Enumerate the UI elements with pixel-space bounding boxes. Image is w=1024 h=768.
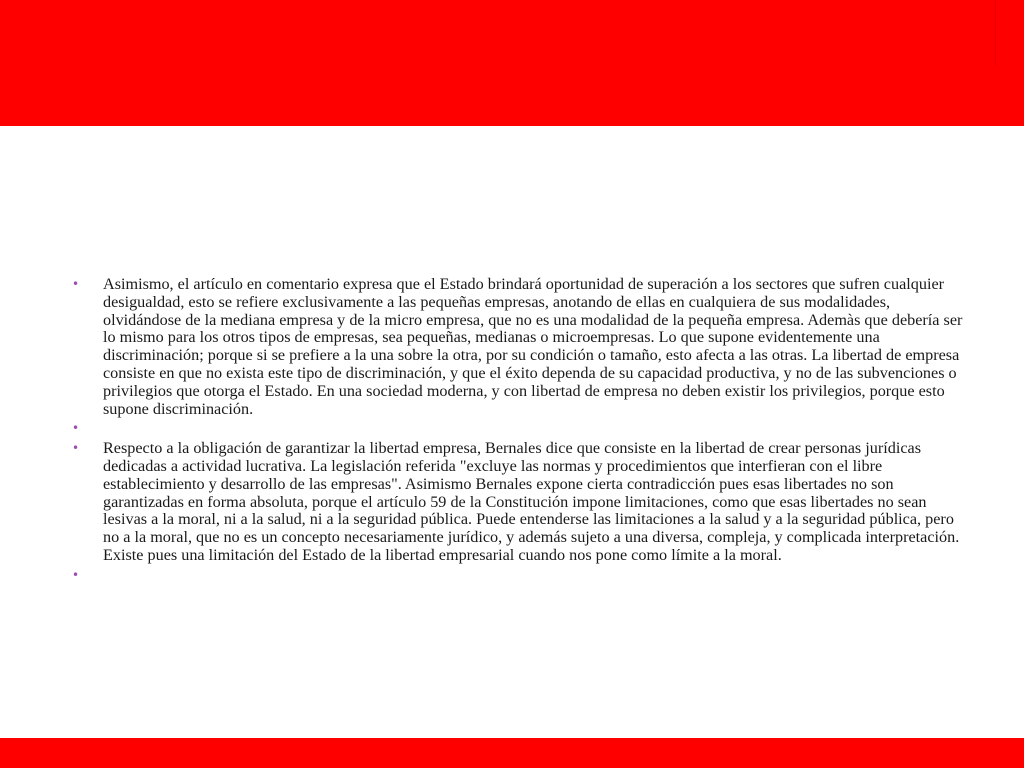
bullet-icon: • [72, 277, 80, 291]
band-edge-line [995, 0, 996, 66]
list-item [72, 440, 972, 565]
bullet-list [72, 276, 972, 587]
list-item [72, 276, 972, 418]
bullet-icon: • [72, 421, 80, 436]
bottom-red-band [0, 738, 1024, 768]
top-red-band [0, 0, 1024, 126]
list-item [72, 567, 972, 585]
paragraph-text: Asimismo, el artículo en comentario expresa que el Estado brindará oportunidad de superación a los sectores que sufren cualquier desigualdad, esto se refiere exclusivamente a las pequeñas empresas, anotando de ellas en cualquiera de sus modalidades, olvidándose de la mediana empresa y de la micro empresa, que no es una modalidad de la pequeña empresa. Ademàs que debería ser lo mismo para los otros tipos de empresas, sea pequeñas, medianas o microempresas. Lo que supone evidentemente una discriminación; porque si se prefiere a la una sobre la otra, por su condición o tamaño, esto afecta a las otras. La libertad de empresa consiste en que no exista este tipo de discriminación, y que el éxito dependa de su capacidad productiva, y no de las subvenciones o privilegios que otorga el Estado. En una sociedad moderna, y con libertad de empresa no deben existir los privilegios, porque esto supone discriminación. [103, 275, 963, 418]
list-item [72, 420, 972, 438]
bullet-icon: • [72, 441, 80, 456]
bullet-icon: • [72, 567, 80, 582]
paragraph-text: Respecto a la obligación de garantizar la libertad empresa, Bernales dice que consiste en la libertad de crear personas jurídicas dedicadas a actividad lucrativa. La legislación referida "excluye las normas y procedimientos que interfieran con el libre establecimiento y desarrollo de las empresas". Asimismo Bernales expone cierta contradicción pues esas libertades no son garantizadas en forma absoluta, porque el artículo 59 de la Constitución impone limitaciones, como que esas libertades no sean lesivas a la moral, ni a la salud, ni a la seguridad pública. Puede entenderse las limitaciones a la salud y a la seguridad pública, pero no a la moral, que no es un concepto necesariamente jurídico, y además sujeto a una diversa, compleja, y complicada interpretación. Existe pues una limitación del Estado de la libertad empresarial cuando nos pone como límite a la moral. [103, 439, 960, 564]
